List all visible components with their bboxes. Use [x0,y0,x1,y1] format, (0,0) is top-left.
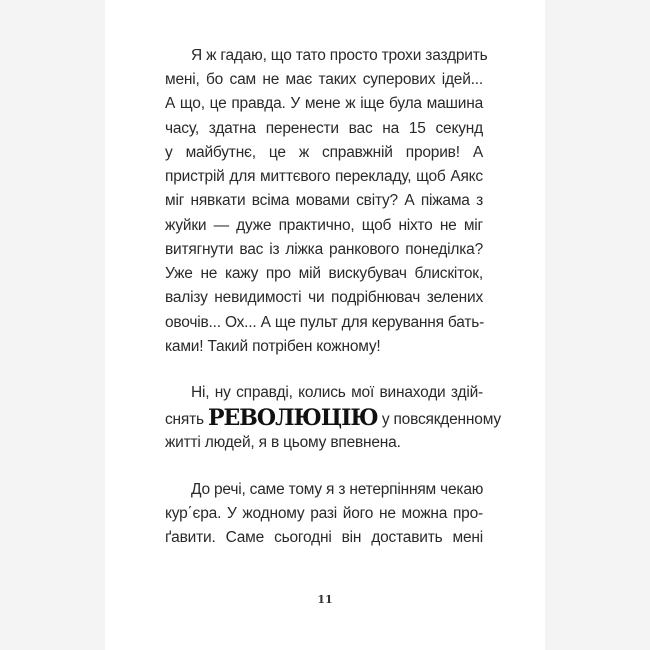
text-line [165,405,501,431]
text-line: жуйки — дуже практично, щоб ніхто не міг [165,217,483,234]
text-line: мені, бо сам не має таких суперових ідей... [165,71,483,88]
page-number: 11 [317,593,333,606]
text-line: кур΄єра. У жодному разі його не можна про- [165,505,483,522]
text-line: А що, це правда. У мене ж іще була машина [165,95,483,112]
text-line: часу, здатна перенести вас на 15 секунд [165,120,483,137]
text-line: Уже не кажу про мій вискубувач блискіток, [165,265,483,282]
text-line: Я ж гадаю, що тато просто трохи заздрить [191,47,488,64]
text-line: житті людей, я в цьому впевнена. [165,434,401,451]
text-line: овочів... Ох... А ще пульт для керування бать- [165,314,485,331]
text-line: міг нявкати всіма мовами світу? А піжама з [165,192,483,209]
text-line: валізу невидимості чи подрібнювач зелених [165,289,483,306]
text-line: ґавити. Саме сьогодні він доставить мені [165,529,483,546]
text-line: витягнути вас із ліжка ранкового понеділка? [165,241,483,258]
text-fragment: у повсякденному [381,411,501,428]
text-line: До речі, саме тому я з нетерпінням чекаю [191,481,484,498]
text-line: ками! Такий потрібен кожному! [165,338,381,355]
text-fragment: снять [165,411,204,428]
text-line: у майбутнє, це ж справжній прорив! А [165,144,483,161]
emphasized-word: РЕВОЛЮЦІЮ [208,405,378,431]
text-line: пристрій для миттєвого перекладу, щоб Аякс [165,168,483,185]
text-line: Ні, ну справді, колись мої винаходи здій- [191,384,483,401]
